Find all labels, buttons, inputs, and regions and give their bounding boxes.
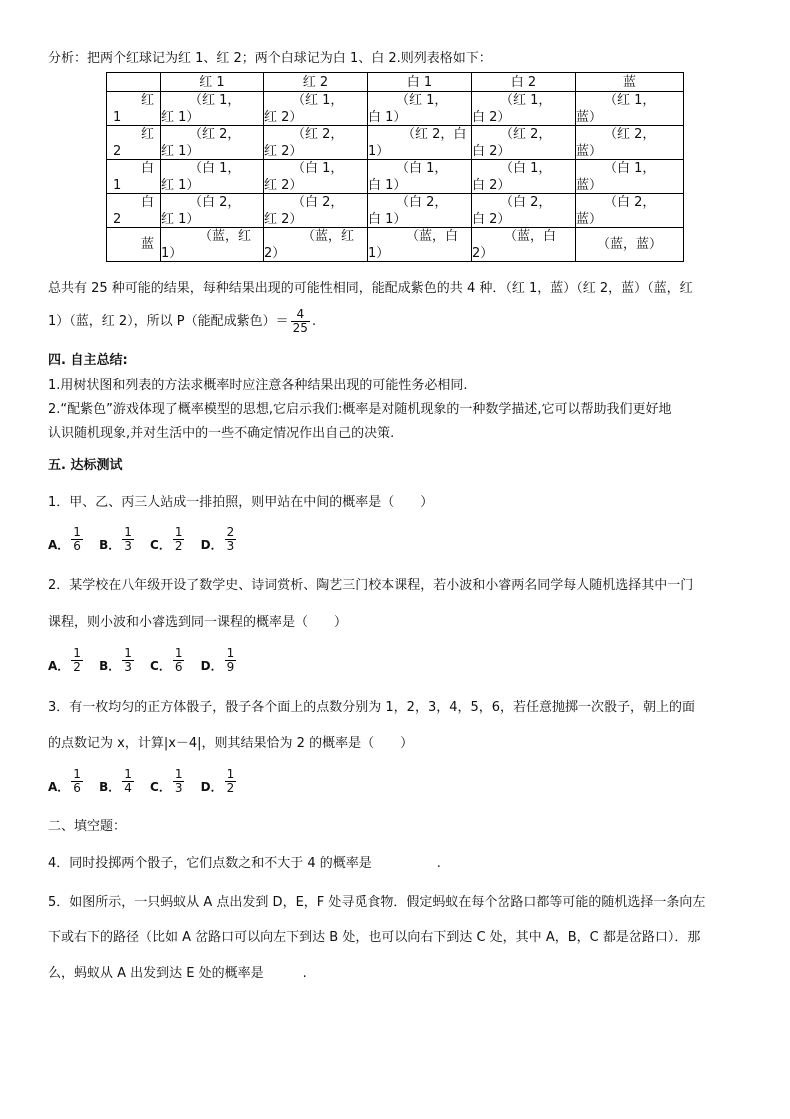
option-a[interactable] (48, 526, 85, 553)
cell-line1: （白 1， (604, 161, 656, 176)
question-5-line-1: 5．如图所示，一只蚂蚁从 A 点出发到 D，E，F 处寻觅食物．假定蚂蚁在每个岔路口都等可能的随机选择一条向左 (48, 895, 706, 910)
option-label: B． (99, 538, 121, 552)
cell-line2: 红 1） (161, 178, 200, 193)
cell-line2: 1） (368, 144, 390, 159)
row-label-cell (107, 228, 161, 262)
option-fraction (71, 768, 83, 795)
table-cell (472, 126, 576, 160)
question-1: 1．甲、乙、丙三人站成一排拍照，则甲站在中间的概率是（ ） (48, 495, 434, 510)
summary-item-2-line-1: 2.“配紫色”游戏体现了概率模型的思想,它启示我们:概率是对随机现象的一种数学描述,它可以帮助我们更好地 (48, 402, 672, 417)
cell-line2: 白 1） (368, 212, 407, 227)
fraction-numerator: 1 (73, 525, 81, 539)
fraction-numerator: 2 (226, 525, 235, 539)
fraction-denominator: 4 (124, 781, 132, 795)
table-cell (576, 160, 684, 194)
question-2-line-2: 课程，则小波和小睿选到同一课程的概率是（ ） (48, 615, 348, 630)
table-cell (264, 92, 368, 126)
cell-line2: 红 2） (264, 144, 303, 159)
cell-line2: 红 1） (161, 110, 200, 125)
cell-line1: （红 1， (500, 93, 552, 108)
option-d[interactable] (201, 768, 239, 795)
cell-line2: 2） (472, 246, 494, 261)
cell-line1: （白 1， (292, 161, 344, 176)
fraction-denominator: 25 (292, 321, 308, 335)
fraction-denominator: 3 (124, 539, 132, 553)
option-label: B． (99, 780, 121, 794)
cell-line2: 白 2） (472, 144, 511, 159)
cell-line2: 白 2） (472, 110, 511, 125)
table-header-row (107, 73, 684, 92)
section5-title: 五. 达标测试 (48, 458, 123, 473)
table-cell (264, 160, 368, 194)
cell-line1: （蓝，红 (302, 229, 355, 244)
table-cell (472, 92, 576, 126)
table-cell (368, 92, 472, 126)
cell-line1: （红 2， (292, 127, 344, 142)
table-cell (161, 228, 264, 262)
cell-line2: 白 1） (368, 110, 407, 125)
option-label: C． (150, 538, 171, 552)
fraction-denominator: 2 (226, 781, 235, 795)
option-fraction (122, 647, 134, 674)
header-cell: 红 2 (264, 73, 368, 92)
table-row (107, 126, 684, 160)
question-2-line-1: 2．某学校在八年级开设了数学史、诗词赏析、陶艺三门校本课程，若小波和小睿两名同学每人随机选择其中一门 (48, 578, 694, 593)
row-label-cell (107, 194, 161, 228)
cell-line1: （白 1， (500, 161, 552, 176)
q2-options (48, 647, 248, 674)
cell-line2: 红 2） (264, 178, 303, 193)
option-c[interactable] (150, 647, 186, 674)
summary-text: 1）（蓝，红 2），所以 P（能配成紫色）＝ (48, 314, 289, 329)
fraction-denominator: 6 (73, 781, 81, 795)
option-a[interactable] (48, 768, 85, 795)
section4-title: 四. 自主总结: (48, 353, 128, 368)
table-cell (161, 92, 264, 126)
cell-line2: 红 2） (264, 212, 303, 227)
option-fraction (122, 768, 134, 795)
cell-line1: （红 2， (604, 127, 656, 142)
table-cell (161, 160, 264, 194)
fraction-numerator: 1 (124, 646, 132, 660)
fraction-numerator: 4 (291, 308, 310, 322)
option-label: C． (150, 780, 171, 794)
cell-line1: （白 1， (189, 161, 241, 176)
cell-line1: （白 2， (189, 195, 241, 210)
option-fraction (225, 768, 237, 795)
option-label: D． (200, 659, 223, 673)
table-corner-cell (107, 73, 161, 92)
fraction-denominator: 2 (174, 539, 183, 553)
fraction-numerator: 1 (174, 646, 183, 660)
table-cell (472, 194, 576, 228)
fraction-denominator: 9 (226, 660, 235, 674)
table-cell (368, 194, 472, 228)
analysis-text: 分析：把两个红球记为红 1、红 2；两个白球记为白 1、白 2.则列表格如下： (48, 51, 492, 66)
cell-line1: （白 2， (500, 195, 552, 210)
header-cell: 蓝 (576, 73, 684, 92)
option-d[interactable] (201, 647, 239, 674)
summary-item-1: 1.用树状图和列表的方法求概率时应注意各种结果出现的可能性务必相同. (48, 378, 468, 393)
table-cell (264, 228, 368, 262)
table-cell (368, 126, 472, 160)
table-cell (576, 228, 684, 262)
fraction-denominator: 6 (174, 660, 183, 674)
table-row (107, 194, 684, 228)
summary-line-1: 总共有 25 种可能的结果，每种结果出现的可能性相同，能配成紫色的共 4 种．（红 1，蓝）（红 2，蓝）（蓝，红 (48, 281, 693, 296)
row-label-top: 白 (140, 161, 154, 176)
cell-line1: （红 1， (292, 93, 344, 108)
option-label: D． (200, 780, 223, 794)
fraction-denominator: 3 (124, 660, 132, 674)
summary-fraction (291, 308, 310, 335)
option-label: B． (99, 659, 121, 673)
cell-line1: （红 1， (189, 93, 241, 108)
cell-line1: （蓝，蓝） (596, 237, 662, 252)
fraction-denominator: 6 (73, 539, 81, 553)
cell-line2: 2） (264, 246, 286, 261)
summary-item-2-line-2: 认识随机现象,并对生活中的一些不确定情况作出自己的决策. (48, 426, 395, 441)
row-label-top: 红 (140, 127, 154, 142)
fraction-denominator: 3 (174, 781, 183, 795)
option-fraction (71, 526, 83, 553)
row-label-cell (107, 92, 161, 126)
table-cell (368, 160, 472, 194)
table-row (107, 228, 684, 262)
table-row (107, 92, 684, 126)
option-label: A． (48, 780, 70, 794)
outcome-table (106, 72, 684, 262)
row-label-top: 白 (140, 195, 154, 210)
question-5-line-3: 么，蚂蚁从 A 出发到达 E 处的概率是 . (48, 966, 307, 981)
row-label-bottom: 2 (113, 212, 122, 227)
table-cell (576, 126, 684, 160)
header-cell: 白 2 (472, 73, 576, 92)
cell-line2: 蓝） (576, 144, 603, 159)
cell-line1: （白 2， (292, 195, 344, 210)
option-d[interactable] (201, 526, 239, 553)
cell-line2: 1） (368, 246, 390, 261)
row-label-bottom: 1 (113, 110, 122, 125)
cell-line2: 蓝） (576, 178, 603, 193)
cell-line1: （蓝，白 (504, 229, 557, 244)
option-b[interactable] (99, 526, 136, 553)
option-fraction (71, 647, 83, 674)
option-label: C． (150, 659, 171, 673)
cell-line2: 白 2） (472, 212, 511, 227)
fraction-numerator: 1 (124, 767, 132, 781)
fill-in-title: 二、填空题： (48, 819, 127, 834)
header-cell: 红 1 (161, 73, 264, 92)
question-4: 4．同时投掷两个骰子，它们点数之和不大于 4 的概率是 . (48, 856, 441, 871)
cell-line2: 蓝） (576, 212, 603, 227)
table-cell (576, 194, 684, 228)
option-b[interactable] (99, 647, 136, 674)
option-c[interactable] (150, 526, 186, 553)
row-label-top: 蓝 (140, 237, 154, 252)
option-fraction (173, 768, 185, 795)
cell-line1: （红 1， (396, 93, 448, 108)
cell-line1: （白 2， (604, 195, 656, 210)
question-3-line-2: 的点数记为 x，计算|x－4|，则其结果恰为 2 的概率是（ ） (48, 736, 414, 751)
table-cell (264, 194, 368, 228)
fraction-numerator: 1 (124, 525, 132, 539)
option-fraction (225, 647, 237, 674)
question-3-line-1: 3．有一枚均匀的正方体骰子，骰子各个面上的点数分别为 1，2，3，4，5，6，若任意抛掷一次骰子，朝上的面 (48, 700, 696, 715)
cell-line2: 红 1） (161, 144, 200, 159)
row-label-bottom: 1 (113, 178, 122, 193)
cell-line1: （红 2， (500, 127, 552, 142)
option-label: A． (48, 538, 70, 552)
fraction-numerator: 1 (73, 767, 81, 781)
fraction-numerator: 1 (226, 767, 235, 781)
summary-period: . (311, 314, 317, 329)
row-label-top: 红 (140, 93, 154, 108)
cell-line2: 红 2） (264, 110, 303, 125)
cell-line1: （红 1， (604, 93, 656, 108)
option-fraction (122, 526, 134, 553)
option-label: A． (48, 659, 70, 673)
table-cell (472, 160, 576, 194)
cell-line2: 白 2） (472, 178, 511, 193)
table-cell (368, 228, 472, 262)
summary-line-2 (48, 304, 316, 340)
fraction-numerator: 1 (73, 646, 81, 660)
table-cell (576, 92, 684, 126)
cell-line2: 红 1） (161, 212, 200, 227)
q3-options (48, 768, 248, 795)
option-c[interactable] (150, 768, 186, 795)
fraction-numerator: 1 (226, 646, 235, 660)
cell-line2: 白 1） (368, 178, 407, 193)
row-label-cell (107, 126, 161, 160)
q1-options (48, 526, 248, 553)
option-a[interactable] (48, 647, 85, 674)
fraction-denominator: 2 (73, 660, 81, 674)
cell-line2: 蓝） (576, 110, 603, 125)
table-cell (264, 126, 368, 160)
fraction-numerator: 1 (174, 767, 183, 781)
cell-line1: （红 2， (189, 127, 241, 142)
option-fraction (225, 526, 237, 553)
table-cell (161, 126, 264, 160)
header-cell: 白 1 (368, 73, 472, 92)
option-label: D． (200, 538, 223, 552)
table-cell (161, 194, 264, 228)
fraction-denominator: 3 (226, 539, 235, 553)
cell-line1: （白 1， (396, 161, 448, 176)
cell-line1: （红 2，白 (402, 127, 467, 142)
table-row (107, 160, 684, 194)
fraction-numerator: 1 (174, 525, 183, 539)
question-5-line-2: 下或右下的路径（比如 A 岔路口可以向左下到达 B 处，也可以向右下到达 C 处，其中 A，B，C 都是岔路口）．那 (48, 930, 701, 945)
cell-line1: （白 2， (396, 195, 448, 210)
row-label-bottom: 2 (113, 144, 122, 159)
option-fraction (173, 526, 185, 553)
cell-line2: 1） (161, 246, 183, 261)
option-b[interactable] (99, 768, 136, 795)
row-label-cell (107, 160, 161, 194)
cell-line1: （蓝，白 (406, 229, 459, 244)
option-fraction (173, 647, 185, 674)
cell-line1: （蓝，红 (199, 229, 252, 244)
table-cell (472, 228, 576, 262)
